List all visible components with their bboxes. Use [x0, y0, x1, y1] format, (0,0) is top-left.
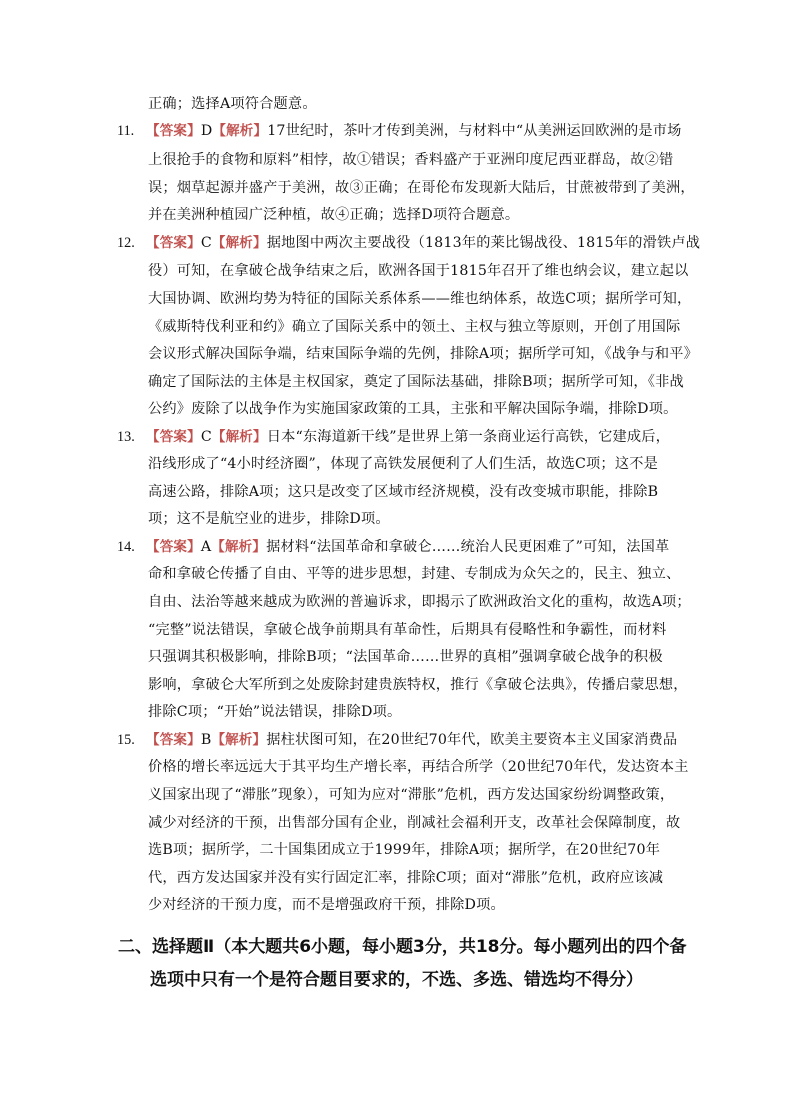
- question-15-first-line: [146, 730, 677, 750]
- text-line: 少对经济的干预力度，而不是增强政府干预，排除D项。: [148, 897, 505, 913]
- section-heading-continued: 选项中只有一个是符合题目要求的，不选、多选、错选均不得分）: [150, 970, 643, 990]
- text-line: 减少对经济的干预，出售部分国有企业，削减社会福利开支，改革社会保障制度，故: [148, 815, 681, 831]
- text-line: “完整”说法错误，拿破仑战争前期具有革命性，后期具有侵略性和争霸性，而材料: [148, 622, 667, 638]
- answer-tag: 【答案】: [146, 123, 201, 139]
- text-line: 高速公路，排除A项；这只是改变了区域市经济规模，没有改变城市职能，排除B: [148, 484, 659, 500]
- answer-value: C: [200, 235, 212, 251]
- answer-tag: 【答案】: [146, 429, 201, 445]
- analysis-tag: 【解析】: [211, 235, 267, 251]
- question-number: 13.: [117, 429, 135, 445]
- text-line: 义国家出现了“滞胀”现象），可知为应对“滞胀”危机，西方发达国家纷纷调整政策，: [148, 787, 675, 803]
- text-line: 大国协调、欧洲均势为特征的国际关系体系——维也纳体系，故选C项；据所学可知，: [148, 291, 692, 307]
- text-line: 自由、法治等越来越成为欧洲的普遍诉求，即揭示了欧洲政治文化的重构，故选A项；: [148, 594, 691, 610]
- question-number: 15.: [117, 732, 135, 748]
- text-line: 排除C项；“开始”说法错误，排除D项。: [148, 704, 402, 720]
- analysis-tag: 【解析】: [211, 732, 267, 748]
- text-line: 并在美洲种植园广泛种植，故④正确；选择D项符合题意。: [148, 207, 520, 223]
- answer-value: B: [200, 732, 212, 748]
- analysis-tag: 【解析】: [211, 429, 267, 445]
- text-line: 影响，拿破仑大军所到之处废除封建贵族特权，推行《拿破仑法典》，传播启蒙思想，: [148, 677, 688, 693]
- question-13-first-line: [146, 427, 670, 447]
- text-line: 上很抢手的食物和原料”相悖，故①错误；香料盛产于亚洲印度尼西亚群岛，故②错: [148, 152, 674, 168]
- analysis-text: 17世纪时，茶叶才传到美洲，与材料中“从美洲运回欧洲的是市场: [267, 123, 682, 139]
- text-line: 役）可知，在拿破仑战争结束之后，欧洲各国于1815年召开了维也纳会议，建立起以: [148, 263, 689, 279]
- question-number: 14.: [117, 539, 135, 555]
- answer-tag: 【答案】: [146, 732, 201, 748]
- analysis-text: 据材料“法国革命和拿破仑……统治人民更困难了”可知，法国革: [266, 539, 670, 555]
- text-line: 误；烟草起源并盛产于美洲，故③正确；在哥伦布发现新大陆后，甘蔗被带到了美洲，: [148, 180, 695, 196]
- text-line: 命和拿破仑传播了自由、平等的进步思想，封建、专制成为众矢之的，民主、独立、: [148, 566, 681, 582]
- answer-value: D: [200, 123, 213, 139]
- text-line: 价格的增长率远远大于其平均生产增长率，再结合所学（20世纪70年代，发达资本主: [148, 759, 689, 775]
- answer-tag: 【答案】: [146, 539, 201, 555]
- section-heading: 二、选择题Ⅱ（本大题共6小题，每小题3分，共18分。每小题列出的四个备: [118, 937, 687, 957]
- answer-value: C: [200, 429, 212, 445]
- question-number: 11.: [117, 123, 135, 139]
- analysis-tag: 【解析】: [212, 123, 268, 139]
- question-14-first-line: [146, 537, 669, 557]
- text-line: 选B项；据所学，二十国集团成立于1999年，排除A项；据所学，在20世纪70年: [148, 842, 661, 858]
- text-line: 沿线形成了“4小时经济圈”，体现了高铁发展便利了人们生活，故选C项；这不是: [148, 456, 658, 472]
- analysis-text: 日本“东海道新干线”是世界上第一条商业运行高铁，它建成后，: [266, 429, 671, 445]
- analysis-text: 据地图中两次主要战役（1813年的莱比锡战役、1815年的滑铁卢战: [266, 235, 701, 251]
- text-line: 只强调其积极影响，排除B项；“法国革命……世界的真相”强调拿破仑战争的积极: [148, 649, 663, 665]
- question-12-first-line: [146, 233, 700, 253]
- text-line: 正确；选择A项符合题意。: [148, 96, 317, 112]
- analysis-text: 据柱状图可知，在20世纪70年代，欧美主要资本主义国家消费品: [266, 732, 678, 748]
- question-number: 12.: [117, 235, 135, 251]
- text-line: 项；这不是航空业的进步，排除D项。: [148, 511, 390, 527]
- text-line: 代，西方发达国家并没有实行固定汇率，排除C项；面对“滞胀”危机，政府应该减: [148, 870, 664, 886]
- text-line: 会议形式解决国际争端，结束国际争端的先例，排除A项；据所学可知，《战争与和平》: [148, 346, 699, 362]
- analysis-tag: 【解析】: [211, 539, 267, 555]
- text-line: 公约》废除了以战争作为实施国家政策的工具，主张和平解决国际争端，排除D项。: [148, 401, 678, 417]
- text-line: 确定了国际法的主体是主权国家，奠定了国际法基础，排除B项；据所学可知，《非战: [148, 374, 684, 390]
- text-line: 《威斯特伐利亚和约》确立了国际关系中的领土、主权与独立等原则，开创了用国际: [148, 319, 681, 335]
- question-11-first-line: [146, 121, 682, 141]
- answer-value: A: [200, 539, 212, 555]
- answer-tag: 【答案】: [146, 235, 201, 251]
